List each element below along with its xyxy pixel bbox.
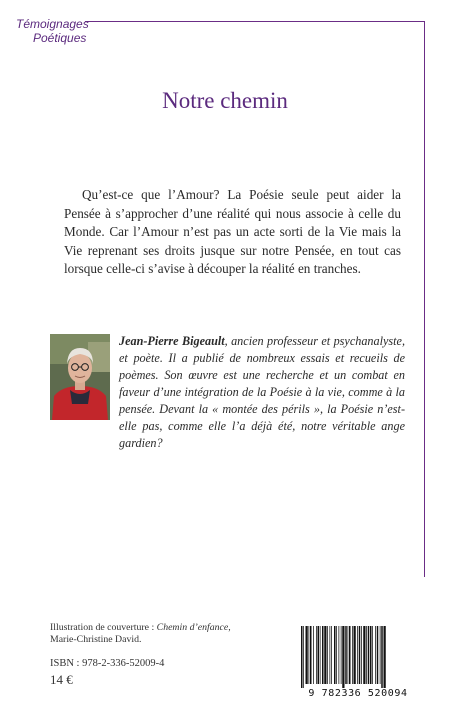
- logo-line-2: Poétiques: [33, 31, 87, 45]
- intro-paragraph: Qu’est-ce que l’Amour? La Poésie seule peut aider la Pensée à s’approcher d’une réalité qui nous associe à celle du Monde. Car l’Amour n’est pas un acte sorti de la Vie mais la Vie reprenant ses droits jusque sur notre Pensée, en tout cas lorsque celle-ci s’avise à découper la réalité en tranches.: [64, 187, 401, 277]
- credit-label: Illustration de couverture :: [50, 622, 157, 633]
- credit-artist: Marie-Christine David.: [50, 634, 142, 645]
- collection-logo: [16, 17, 96, 45]
- logo-line-1: Témoignages: [16, 17, 89, 31]
- isbn-text: ISBN : 978-2-336-52009-4: [50, 658, 165, 669]
- credit-artwork-title: Chemin d’enfance: [156, 622, 229, 633]
- cover-credit: [50, 622, 231, 646]
- barcode-number: 9 782336 520094: [308, 688, 408, 699]
- author-bio: [119, 333, 405, 452]
- author-bio-text: , ancien professeur et psychanalyste, et poète. Il a publié de nombreux essais et recueils de poèmes. Son œuvre est une recherche et un combat en faveur d’une intégration de la Poésie à la vie, comme à la pensée. Devant la « montée des périls », la Poésie n’est-elle pas, comme elle l’a déjà été, notre véritable ange gardien?: [119, 334, 405, 450]
- credit-suffix: ,: [228, 622, 231, 633]
- frame-top-line: [85, 21, 425, 22]
- price-text: 14 €: [50, 672, 73, 687]
- book-title: Notre chemin: [162, 88, 288, 113]
- author-name: Jean-Pierre Bigeault: [119, 334, 225, 348]
- author-photo: [50, 334, 110, 420]
- barcode: [300, 626, 415, 688]
